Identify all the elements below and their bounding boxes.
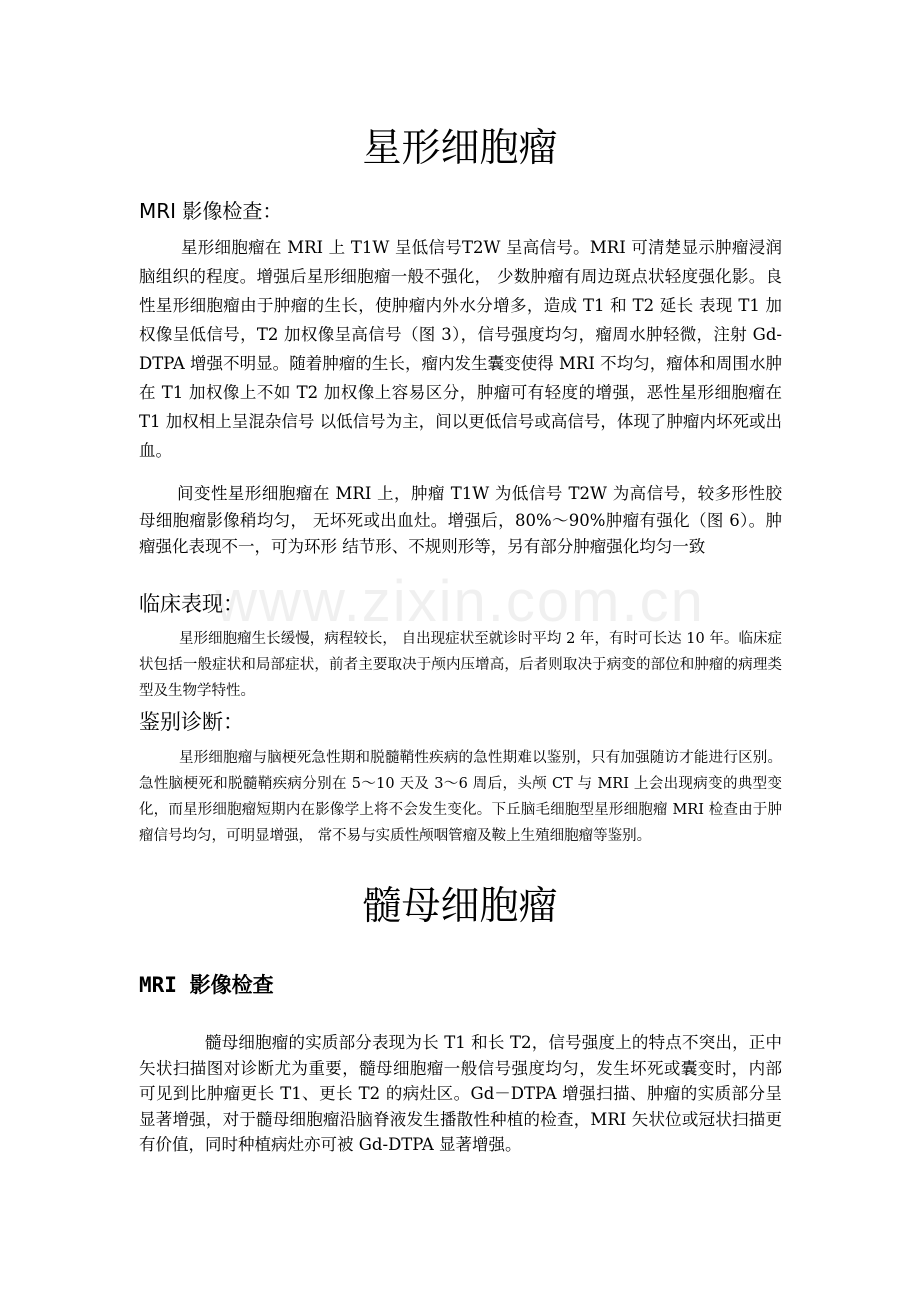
paragraph-mri-findings: 星形细胞瘤在 MRI 上 T1W 呈低信号T2W 呈高信号。MRI 可清楚显示肿瘤浸润脑组织的程度。增强后星形细胞瘤一般不强化， 少数肿瘤有周边斑点状轻度强化影。良性星形细胞瘤由于肿瘤的生长，使肿瘤内外水分增多，造成 T1 和 T2 延长 表现 T1 加权像呈低信号，T2 加权像呈高信号（图 3），信号强度均匀，瘤周水肿轻微，注射 Gd-DTPA 增强不明显。随着肿瘤的生长，瘤内发生囊变使得 MRI 不均匀，瘤体和周围水肿在 T1 加权像上不如 T2 加权像上容易区分，肿瘤可有轻度的增强，恶性星形细胞瘤在 T1 加权相上呈混杂信号 以低信号为主，间以更低信号或高信号，体现了肿瘤内坏死或出血。	[139, 238, 782, 460]
paragraph-medulloblastoma-mri: 髓母细胞瘤的实质部分表现为长 T1 和长 T2，信号强度上的特点不突出，正中矢状扫描图对诊断尤为重要，髓母细胞瘤一般信号强度均匀，发生坏死或囊变时，内部可见到比肿瘤更长 T1、更长 T2 的病灶区。Gd－DTPA 增强扫描、肿瘤的实质部分呈显著增强，对于髓母细胞瘤沿脑脊液发生播散性种植的检查，MRI 矢状位或冠状扫描更有价值，同时种植病灶亦可被 Gd-DTPA 显著增强。	[139, 1033, 782, 1154]
heading-differential-diagnosis: 鉴别诊断：	[139, 710, 244, 734]
section-title-astrocytoma: 星形细胞瘤	[362, 126, 558, 171]
paragraph-differential-diagnosis: 星形细胞瘤与脑梗死急性期和脱髓鞘性疾病的急性期难以鉴别，只有加强随访才能进行区别。急性脑梗死和脱髓鞘疾病分别在 5～10 天及 3～6 周后，头颅 CT 与 MRI 上会出现病变的典型变化，而星形细胞瘤短期内在影像学上将不会发生变化。下丘脑毛细胞型星形细胞瘤 MRI 检查由于肿瘤信号均匀，可明显增强， 常不易与实质性颅咽管瘤及鞍上生殖细胞瘤等鉴别。	[139, 750, 782, 844]
paragraph-clinical-presentation: 星形细胞瘤生长缓慢，病程较长， 自出现症状至就诊时平均 2 年，有时可长达 10 年。临床症状包括一般症状和局部症状，前者主要取决于颅内压增高，后者则取决于病变的部位和肿瘤的病理类型及生物学特性。	[139, 631, 782, 699]
heading-mri-exam-medulloblastoma: MRI 影像检查	[139, 973, 274, 997]
watermark: www.zixin.com.cn	[215, 569, 705, 634]
heading-mri-exam: MRI 影像检查：	[139, 199, 283, 223]
section-title-medulloblastoma: 髓母细胞瘤	[362, 884, 558, 929]
paragraph-anaplastic-astrocytoma: 间变性星形细胞瘤在 MRI 上，肿瘤 T1W 为低信号 T2W 为高信号，较多形性胶母细胞瘤影像稍均匀， 无坏死或出血灶。增强后，80%～90%肿瘤有强化（图 6）。肿瘤强化表现不一，可为环形 结节形、不规则形等，另有部分肿瘤强化均匀一致	[139, 484, 782, 556]
heading-clinical-presentation: 临床表现：	[139, 592, 244, 616]
